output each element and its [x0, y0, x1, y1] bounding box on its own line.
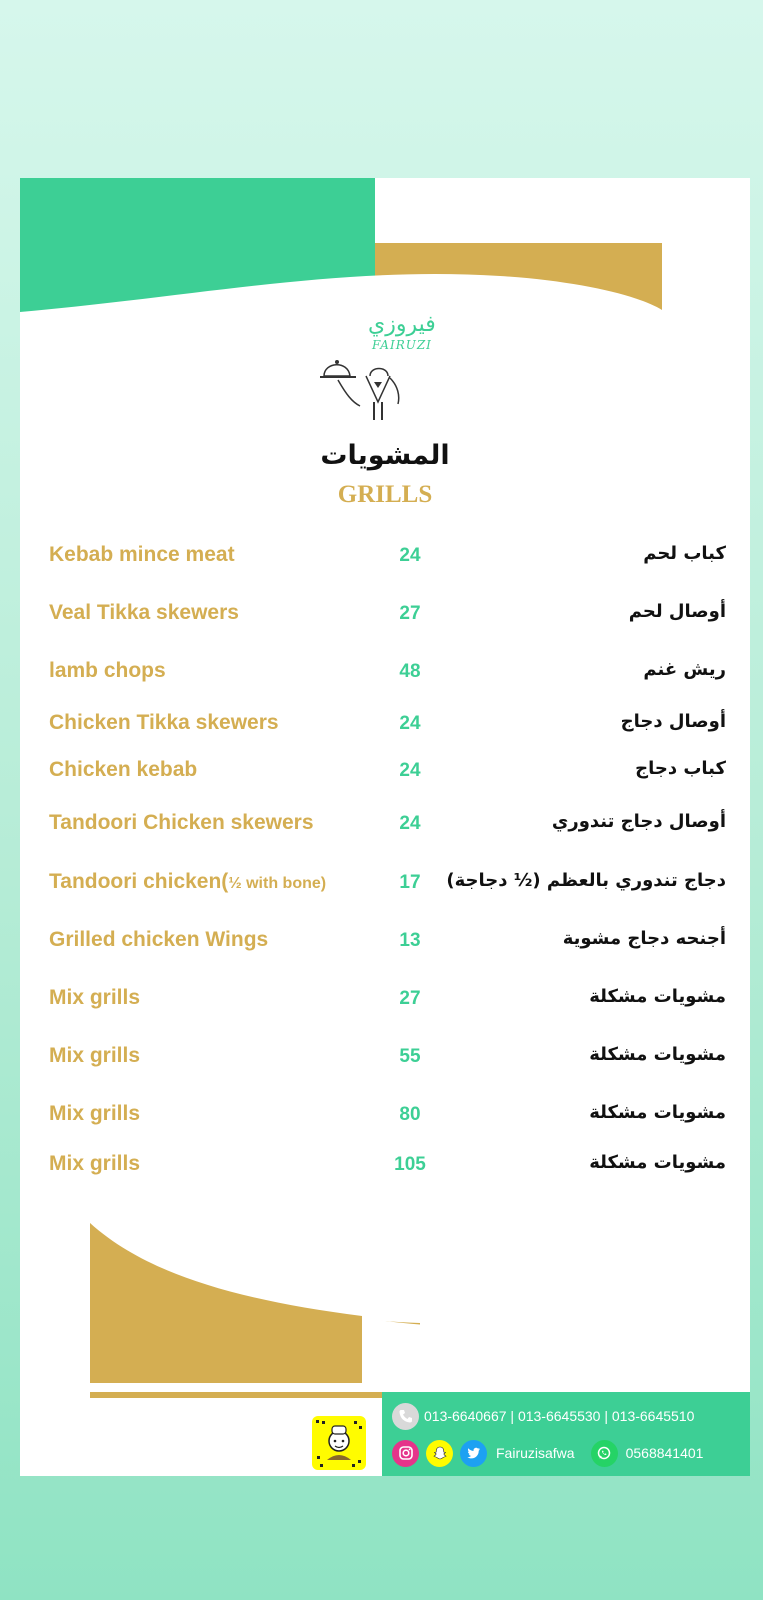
item-name-ar: أوصال لحم: [628, 601, 726, 622]
instagram-icon[interactable]: [392, 1440, 419, 1467]
snapchat-icon[interactable]: [426, 1440, 453, 1467]
section-title-ar: المشويات: [320, 440, 450, 471]
item-name-ar: أجنحه دجاج مشوية: [562, 928, 726, 949]
item-price: 24: [399, 813, 421, 834]
brand-name-ar: فيروزي: [368, 312, 436, 337]
bottom-decoration: [20, 1218, 750, 1398]
menu-item-row: [20, 986, 750, 1016]
item-price: 105: [394, 1154, 426, 1175]
item-name-ar: دجاج تندوري بالعظم (½ دجاجة): [446, 870, 726, 891]
contact-footer: [382, 1392, 750, 1476]
item-name-en: Mix grills: [49, 1152, 141, 1175]
item-price: 17: [399, 872, 421, 893]
item-name-en: Mix grills: [49, 986, 141, 1009]
item-price: 27: [399, 988, 421, 1009]
item-name-en: lamb chops: [49, 659, 166, 682]
item-name-ar: كباب لحم: [643, 543, 726, 564]
menu-item-row: [20, 928, 750, 958]
menu-item-row: [20, 1044, 750, 1074]
item-name-en: Chicken kebab: [49, 758, 198, 781]
item-name-ar: أوصال دجاج تندوري: [551, 811, 726, 832]
item-price: 24: [399, 760, 421, 781]
item-name-en: [49, 870, 326, 894]
item-name-ar: مشويات مشكلة: [589, 1044, 726, 1065]
item-name-en-main: Tandoori chicken(: [49, 870, 229, 893]
phone-icon: [392, 1403, 419, 1430]
menu-item-row: [20, 811, 750, 841]
menu-item-row: [20, 659, 750, 689]
menu-item-row: [20, 758, 750, 788]
item-name-ar: ريش غنم: [643, 659, 726, 680]
waiter-cloche-icon: [318, 354, 418, 424]
item-name-ar: مشويات مشكلة: [589, 986, 726, 1007]
item-price: 24: [399, 545, 421, 566]
menu-card: [20, 178, 750, 1476]
menu-item-row: [20, 1152, 750, 1182]
social-handle[interactable]: Fairuzisafwa: [496, 1445, 575, 1461]
menu-item-row: [20, 601, 750, 631]
item-name-en: Chicken Tikka skewers: [49, 711, 279, 734]
item-name-ar: مشويات مشكلة: [589, 1102, 726, 1123]
item-name-en: Mix grills: [49, 1102, 141, 1125]
phone-numbers[interactable]: 013-6640667 | 013-6645530 | 013-6645510: [424, 1408, 695, 1424]
item-name-ar: كباب دجاج: [635, 758, 726, 779]
whatsapp-icon[interactable]: [591, 1440, 618, 1467]
snapcode-art: [312, 1416, 366, 1470]
menu-item-row: [20, 543, 750, 573]
item-price: 55: [399, 1046, 421, 1067]
item-name-en: Mix grills: [49, 1044, 141, 1067]
menu-item-row: [20, 1102, 750, 1132]
item-price: 80: [399, 1104, 421, 1125]
item-name-en: Veal Tikka skewers: [49, 601, 239, 624]
phone-row: [392, 1402, 694, 1430]
menu-item-row: [20, 870, 750, 900]
social-row: [392, 1438, 703, 1468]
item-name-ar: أوصال دجاج: [620, 711, 726, 732]
item-name-ar: مشويات مشكلة: [589, 1152, 726, 1173]
brand-name-en: FAIRUZI: [372, 338, 432, 352]
item-price: 27: [399, 603, 421, 624]
menu-item-row: [20, 711, 750, 741]
item-price: 48: [399, 661, 421, 682]
whatsapp-number[interactable]: 0568841401: [625, 1445, 704, 1461]
item-price: 13: [399, 930, 421, 951]
item-price: 24: [399, 713, 421, 734]
item-name-en: Tandoori Chicken skewers: [49, 811, 314, 834]
brand-logo: [318, 312, 448, 428]
twitter-icon[interactable]: [460, 1440, 487, 1467]
item-name-en: Grilled chicken Wings: [49, 928, 269, 951]
item-name-en-note: ½ with bone): [228, 875, 327, 892]
item-name-en: Kebab mince meat: [49, 543, 235, 566]
snapcode-icon[interactable]: [312, 1416, 366, 1470]
section-title-en: GRILLS: [337, 481, 433, 508]
